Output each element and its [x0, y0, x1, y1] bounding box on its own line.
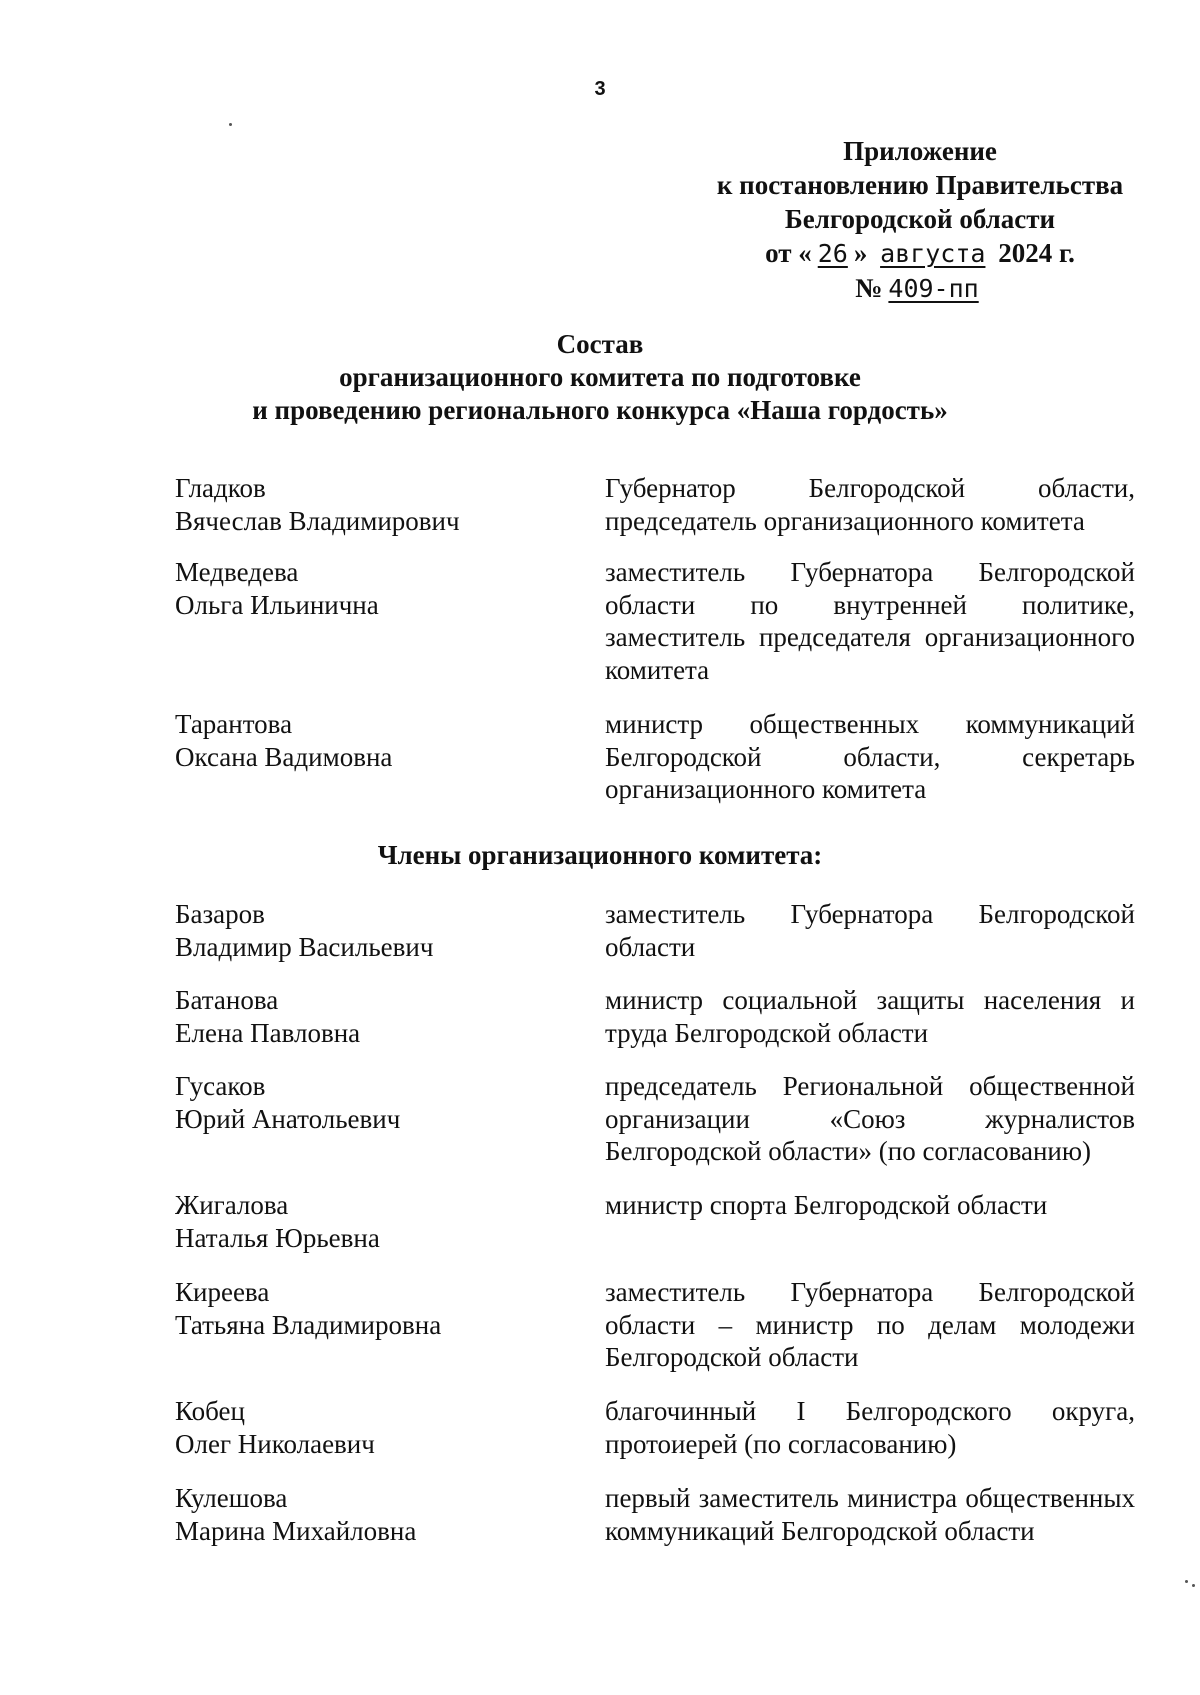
person-surname: Медведева — [175, 557, 299, 587]
number-value: 409-пп — [888, 274, 979, 303]
scan-speck — [1185, 1580, 1188, 1583]
person-position: председатель Региональной общественной организации «Союз журналистов Белгородской области» (по согласованию) — [605, 1071, 1135, 1166]
person-given-names: Наталья Юрьевна — [175, 1222, 380, 1253]
person-name — [175, 1276, 575, 1341]
appendix-line-resolution: к постановлению Правительства — [716, 170, 1124, 200]
person-given-names: Оксана Вадимовна — [175, 741, 393, 772]
appendix-date — [700, 236, 1140, 271]
person-given-names: Марина Михайловна — [175, 1515, 417, 1546]
title-line-1: Состав — [556, 329, 644, 359]
document-title — [0, 328, 1200, 427]
person-position: заместитель Губернатора Белгородской области по внутренней политике, заместитель председателя организационного комитета — [605, 557, 1135, 685]
person-surname: Гладков — [175, 473, 266, 503]
person-given-names: Татьяна Владимировна — [175, 1309, 442, 1340]
person-given-names: Юрий Анатольевич — [175, 1103, 401, 1134]
appendix-line-region: Белгородской области — [784, 204, 1056, 234]
person-position: Губернатор Белгородской области, председатель организационного комитета — [605, 473, 1135, 536]
person-position: заместитель Губернатора Белгородской области — [605, 899, 1135, 962]
person-given-names: Владимир Васильевич — [175, 931, 434, 962]
number-prefix: № — [855, 273, 883, 303]
person-position: первый заместитель министра общественных коммуникаций Белгородской области — [605, 1483, 1135, 1546]
person-given-names: Елена Павловна — [175, 1017, 361, 1048]
person-name — [175, 708, 575, 773]
date-prefix: от « — [765, 238, 812, 268]
appendix-number — [700, 271, 1140, 306]
date-mid: » — [853, 238, 868, 268]
person-name — [175, 1070, 575, 1135]
person-surname: Киреева — [175, 1277, 270, 1307]
person-name — [175, 898, 575, 963]
title-line-2: организационного комитета по подготовке — [339, 362, 861, 392]
person-name — [175, 984, 575, 1049]
person-name — [175, 1395, 575, 1460]
person-position: министр спорта Белгородской области — [605, 1190, 1048, 1220]
person-position: заместитель Губернатора Белгородской области – министр по делам молодежи Белгородской области — [605, 1277, 1135, 1372]
person-name — [175, 556, 575, 621]
page-number: 3 — [594, 78, 606, 100]
scan-speck — [1192, 1584, 1195, 1587]
date-month: августа — [880, 239, 986, 268]
person-position: министр социальной защиты населения и труда Белгородской области — [605, 985, 1135, 1048]
person-surname: Гусаков — [175, 1071, 266, 1101]
date-year: 2024 г. — [998, 238, 1075, 268]
person-given-names: Олег Николаевич — [175, 1428, 375, 1459]
person-position: благочинный I Белгородского округа, протоиерей (по согласованию) — [605, 1396, 1135, 1459]
person-surname: Батанова — [175, 985, 279, 1015]
person-name — [175, 472, 575, 537]
person-name — [175, 1482, 575, 1547]
scan-speck — [229, 123, 232, 126]
person-given-names: Вячеслав Владимирович — [175, 505, 460, 536]
person-given-names: Ольга Ильинична — [175, 589, 379, 620]
person-surname: Жигалова — [175, 1190, 289, 1220]
person-position: министр общественных коммуникаций Белгородской области, секретарь организационного комитета — [605, 709, 1135, 804]
person-surname: Кулешова — [175, 1483, 288, 1513]
title-line-3: и проведению регионального конкурса «Наша гордость» — [252, 395, 948, 425]
person-surname: Базаров — [175, 899, 265, 929]
appendix-title: Приложение — [843, 136, 997, 166]
person-name — [175, 1189, 575, 1254]
appendix-header — [700, 134, 1140, 306]
person-surname: Кобец — [175, 1396, 245, 1426]
members-heading: Члены организационного комитета: — [377, 840, 823, 870]
person-surname: Тарантова — [175, 709, 293, 739]
date-day: 26 — [817, 239, 848, 268]
